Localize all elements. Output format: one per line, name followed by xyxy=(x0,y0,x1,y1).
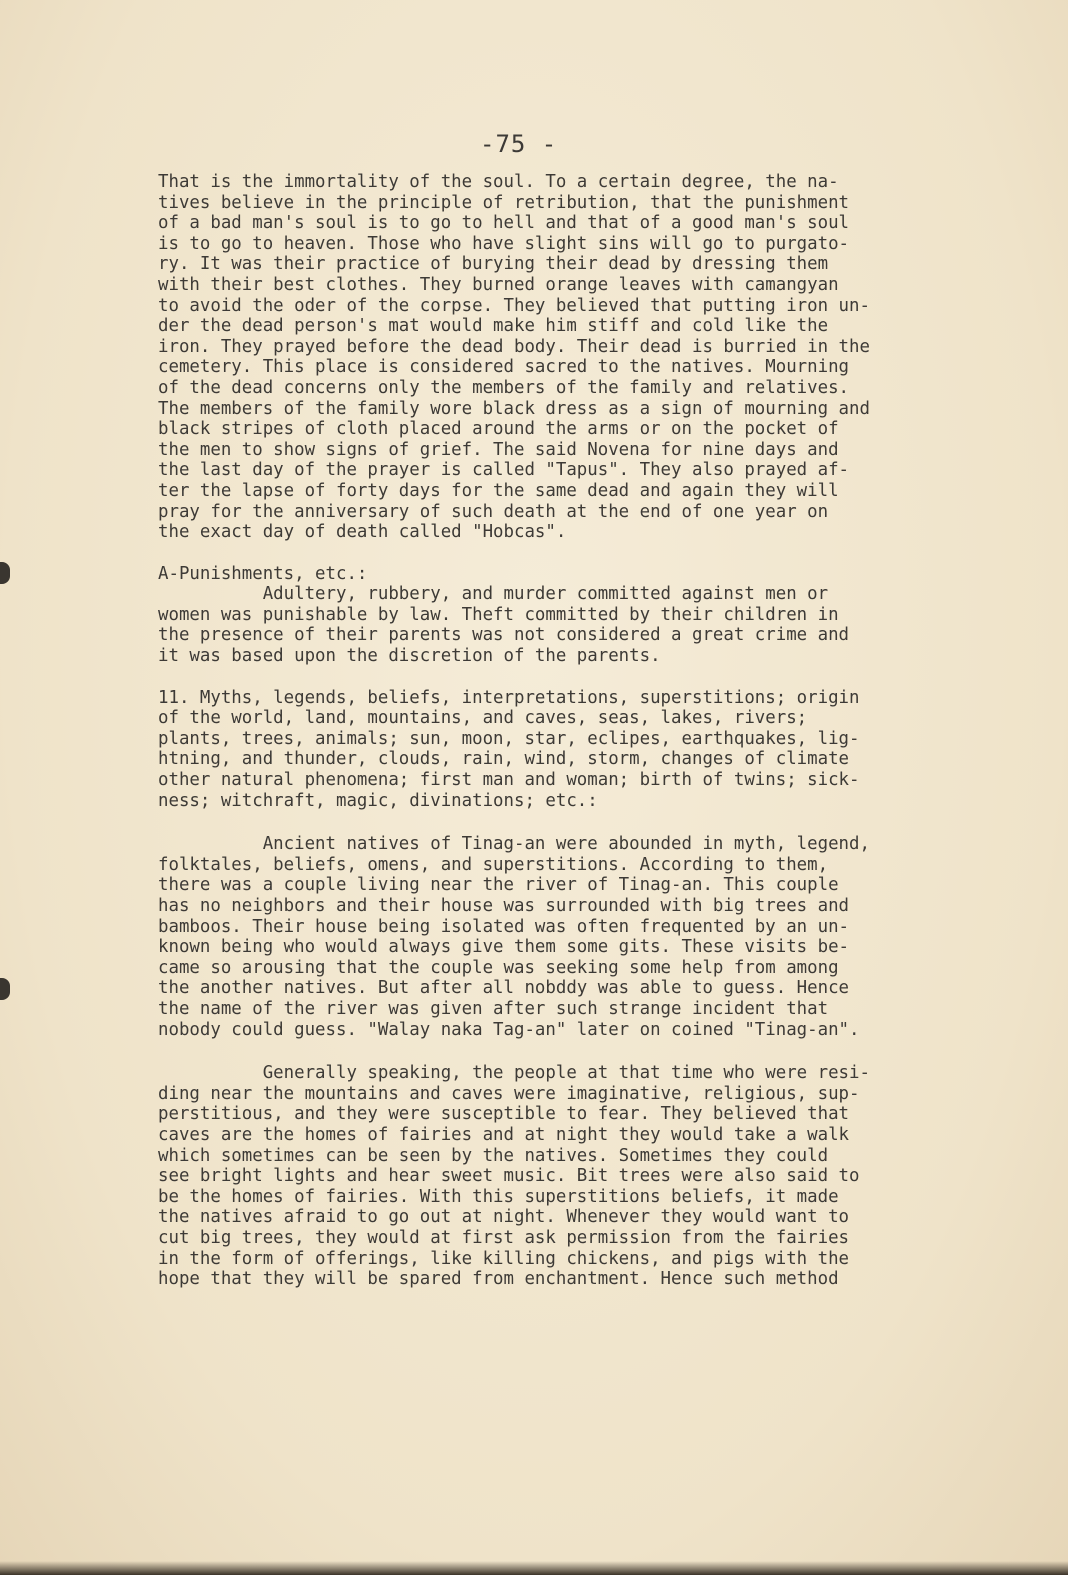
text-line: there was a couple living near the river of Tinag-an. This couple xyxy=(158,875,839,896)
text-line: bamboos. Their house being isolated was often frequented by an un- xyxy=(158,916,850,937)
section-heading: A-Punishments, etc.: xyxy=(158,563,368,584)
paragraph-gap xyxy=(158,667,1038,688)
text-line: the exact day of death called "Hobcas". xyxy=(158,522,567,543)
text-line: the last day of the prayer is called "Tapus". They also prayed af- xyxy=(158,460,850,481)
paragraph-gap xyxy=(158,811,1038,834)
text-line: That is the immortality of the soul. To a certain degree, the na- xyxy=(158,172,839,192)
text-line: to avoid the oder of the corpse. They believed that putting iron un- xyxy=(158,295,870,316)
text-line: hope that they will be spared from enchantment. Hence such method xyxy=(158,1269,839,1290)
text-line: the natives afraid to go out at night. Whenever they would want to xyxy=(158,1207,850,1228)
text-line: the another natives. But after all nobddy was able to guess. Hence xyxy=(158,978,850,999)
text-line: be the homes of fairies. With this superstitions beliefs, it made xyxy=(158,1186,839,1207)
text-line: which sometimes can be seen by the natives. Sometimes they could xyxy=(158,1145,829,1166)
text-line: caves are the homes of fairies and at night they would take a walk xyxy=(158,1124,850,1145)
text-line: ter the lapse of forty days for the same dead and again they will xyxy=(158,480,839,501)
paragraph-burial-customs xyxy=(158,172,1038,543)
typed-body-text xyxy=(158,172,1038,1290)
text-line: has no neighbors and their house was surrounded with big trees and xyxy=(158,896,850,916)
text-line: the presence of their parents was not considered a great crime and xyxy=(158,625,850,646)
text-line: of a bad man's soul is to go to hell and that of a good man's soul xyxy=(158,213,850,234)
text-line: black stripes of cloth placed around the arms or on the pocket of xyxy=(158,419,839,440)
paragraph-tinagan-legend xyxy=(158,834,1038,1040)
binding-hole-mark xyxy=(0,978,10,1000)
text-line: known being who would always give them some gits. These visits be- xyxy=(158,937,850,958)
paragraph-punishments xyxy=(158,564,1038,667)
text-line: of the dead concerns only the members of the family and relatives. xyxy=(158,377,850,398)
paragraph-gap xyxy=(158,1040,1038,1063)
text-line: ness; witchraft, magic, divinations; etc.: xyxy=(158,790,598,811)
text-line: ry. It was their practice of burying their dead by dressing them xyxy=(158,254,829,275)
text-line: with their best clothes. They burned orange leaves with camangyan xyxy=(158,274,839,295)
text-line: the men to show signs of grief. The said Novena for nine days and xyxy=(158,439,839,460)
page-bottom-edge xyxy=(0,1561,1068,1575)
text-line: The members of the family wore black dress as a sign of mourning and xyxy=(158,398,870,419)
text-line: pray for the anniversary of such death at the end of one year on xyxy=(158,501,829,522)
text-line: cemetery. This place is considered sacred to the natives. Mourning xyxy=(158,357,850,378)
paragraph-fairies-beliefs xyxy=(158,1063,1038,1290)
paragraph-myths-heading xyxy=(158,688,1038,812)
text-line: htning, and thunder, clouds, rain, wind, storm, changes of climate xyxy=(158,749,850,770)
text-line: ding near the mountains and caves were imaginative, religious, sup- xyxy=(158,1083,860,1104)
paragraph-gap xyxy=(158,543,1038,564)
text-line: women was punishable by law. Theft committed by their children in xyxy=(158,604,839,625)
binding-hole-mark xyxy=(0,562,10,584)
text-line: Generally speaking, the people at that time who were resi- xyxy=(158,1063,870,1084)
text-line: came so arousing that the couple was seeking some help from among xyxy=(158,957,839,978)
text-line: in the form of offerings, like killing chickens, and pigs with the xyxy=(158,1248,850,1269)
section-heading: 11. Myths, legends, beliefs, interpretations, superstitions; origin xyxy=(158,687,860,708)
text-line: Adultery, rubbery, and murder committed against men or xyxy=(158,584,829,605)
text-line: der the dead person's mat would make him stiff and cold like the xyxy=(158,316,829,337)
text-line: is to go to heaven. Those who have slight sins will go to purgato- xyxy=(158,233,850,254)
text-line: plants, trees, animals; sun, moon, star, eclipes, earthquakes, lig- xyxy=(158,728,860,749)
text-line: it was based upon the discretion of the parents. xyxy=(158,646,661,667)
text-line: perstitious, and they were susceptible to fear. They believed that xyxy=(158,1104,850,1125)
text-line: Ancient natives of Tinag-an were abounded in myth, legend, xyxy=(158,834,870,855)
text-line: iron. They prayed before the dead body. Their dead is burried in the xyxy=(158,336,870,357)
text-line: other natural phenomena; first man and woman; birth of twins; sick- xyxy=(158,770,860,791)
text-line: the name of the river was given after such strange incident that xyxy=(158,998,829,1019)
text-line: cut big trees, they would at first ask permission from the fairies xyxy=(158,1227,850,1248)
text-line: tives believe in the principle of retribution, that the punishment xyxy=(158,192,850,213)
text-line: folktales, beliefs, omens, and superstitions. According to them, xyxy=(158,854,829,875)
text-line: of the world, land, mountains, and caves, seas, lakes, rivers; xyxy=(158,708,808,729)
page-number: -75 - xyxy=(480,130,558,158)
text-line: nobody could guess. "Walay naka Tag-an" later on coined "Tinag-an". xyxy=(158,1019,860,1040)
text-line: see bright lights and hear sweet music. Bit trees were also said to xyxy=(158,1166,860,1187)
